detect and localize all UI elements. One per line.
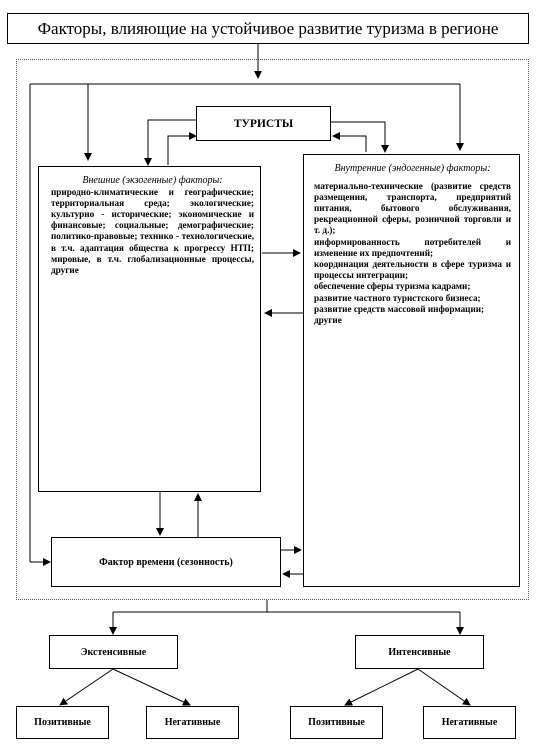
time-factor-box xyxy=(51,537,281,587)
extensive-positive-box xyxy=(16,706,109,739)
arrow-ext-to-neg xyxy=(113,669,190,705)
internal-item: материально-технические (развитие средств размещения, транспорта, предприятий питания, бытового обслуживания, рекреационной сферы, розничной торговли и т. д.); xyxy=(314,180,511,236)
diagram-title-box xyxy=(7,13,529,44)
internal-item: координация деятельности в сфере туризма и процессы интеграции; xyxy=(314,259,511,281)
internal-factors-box xyxy=(303,154,520,587)
intensive-negative-label: Негативные xyxy=(441,717,498,728)
time-factor-label: Фактор времени (сезонность) xyxy=(99,556,233,568)
internal-item: развитие частного туристского бизнеса; xyxy=(314,292,481,303)
tourists-box xyxy=(196,106,331,141)
external-factors-text: природно-климатические и географические; территориальная среда; экологические; культурно - исторические; экономические и финансовые; социальные; демографические; политико-правовые; технико - технологические, в т.ч. адаптация общества к прогрессу НТП; мировые, в т.ч. глобализационные процессы, другие xyxy=(51,186,254,276)
intensive-positive-label: Позитивные xyxy=(308,717,365,728)
extensive-negative-box xyxy=(146,706,239,739)
tourists-label: ТУРИСТЫ xyxy=(233,117,294,130)
extensive-label: Экстенсивные xyxy=(80,646,147,658)
external-factors-box xyxy=(38,166,261,492)
arrow-int-to-pos xyxy=(345,669,418,705)
internal-item: информированность потребителей и изменение их предпочтений; xyxy=(314,236,511,258)
internal-factors-list xyxy=(314,181,511,327)
diagram-title: Факторы, влияющие на устойчивое развитие туризма в регионе xyxy=(37,18,499,38)
intensive-label: Интенсивные xyxy=(388,646,451,658)
intensive-positive-box xyxy=(290,706,383,739)
intensive-negative-box xyxy=(423,706,516,739)
internal-factors-heading: Внутренние (эндогенные) факторы: xyxy=(334,163,491,174)
internal-item: обеспечение сферы туризма кадрами; xyxy=(314,281,471,292)
extensive-positive-label: Позитивные xyxy=(34,717,91,728)
arrow-int-to-neg xyxy=(418,669,470,705)
extensive-box xyxy=(49,635,178,669)
arrow-ext-to-pos xyxy=(60,669,113,705)
internal-item: развитие средств массовой информации; xyxy=(314,303,485,314)
extensive-negative-label: Негативные xyxy=(164,717,221,728)
internal-item: другие xyxy=(314,315,342,326)
intensive-box xyxy=(355,635,484,669)
external-factors-heading: Внешние (экзогенные) факторы: xyxy=(82,175,223,186)
